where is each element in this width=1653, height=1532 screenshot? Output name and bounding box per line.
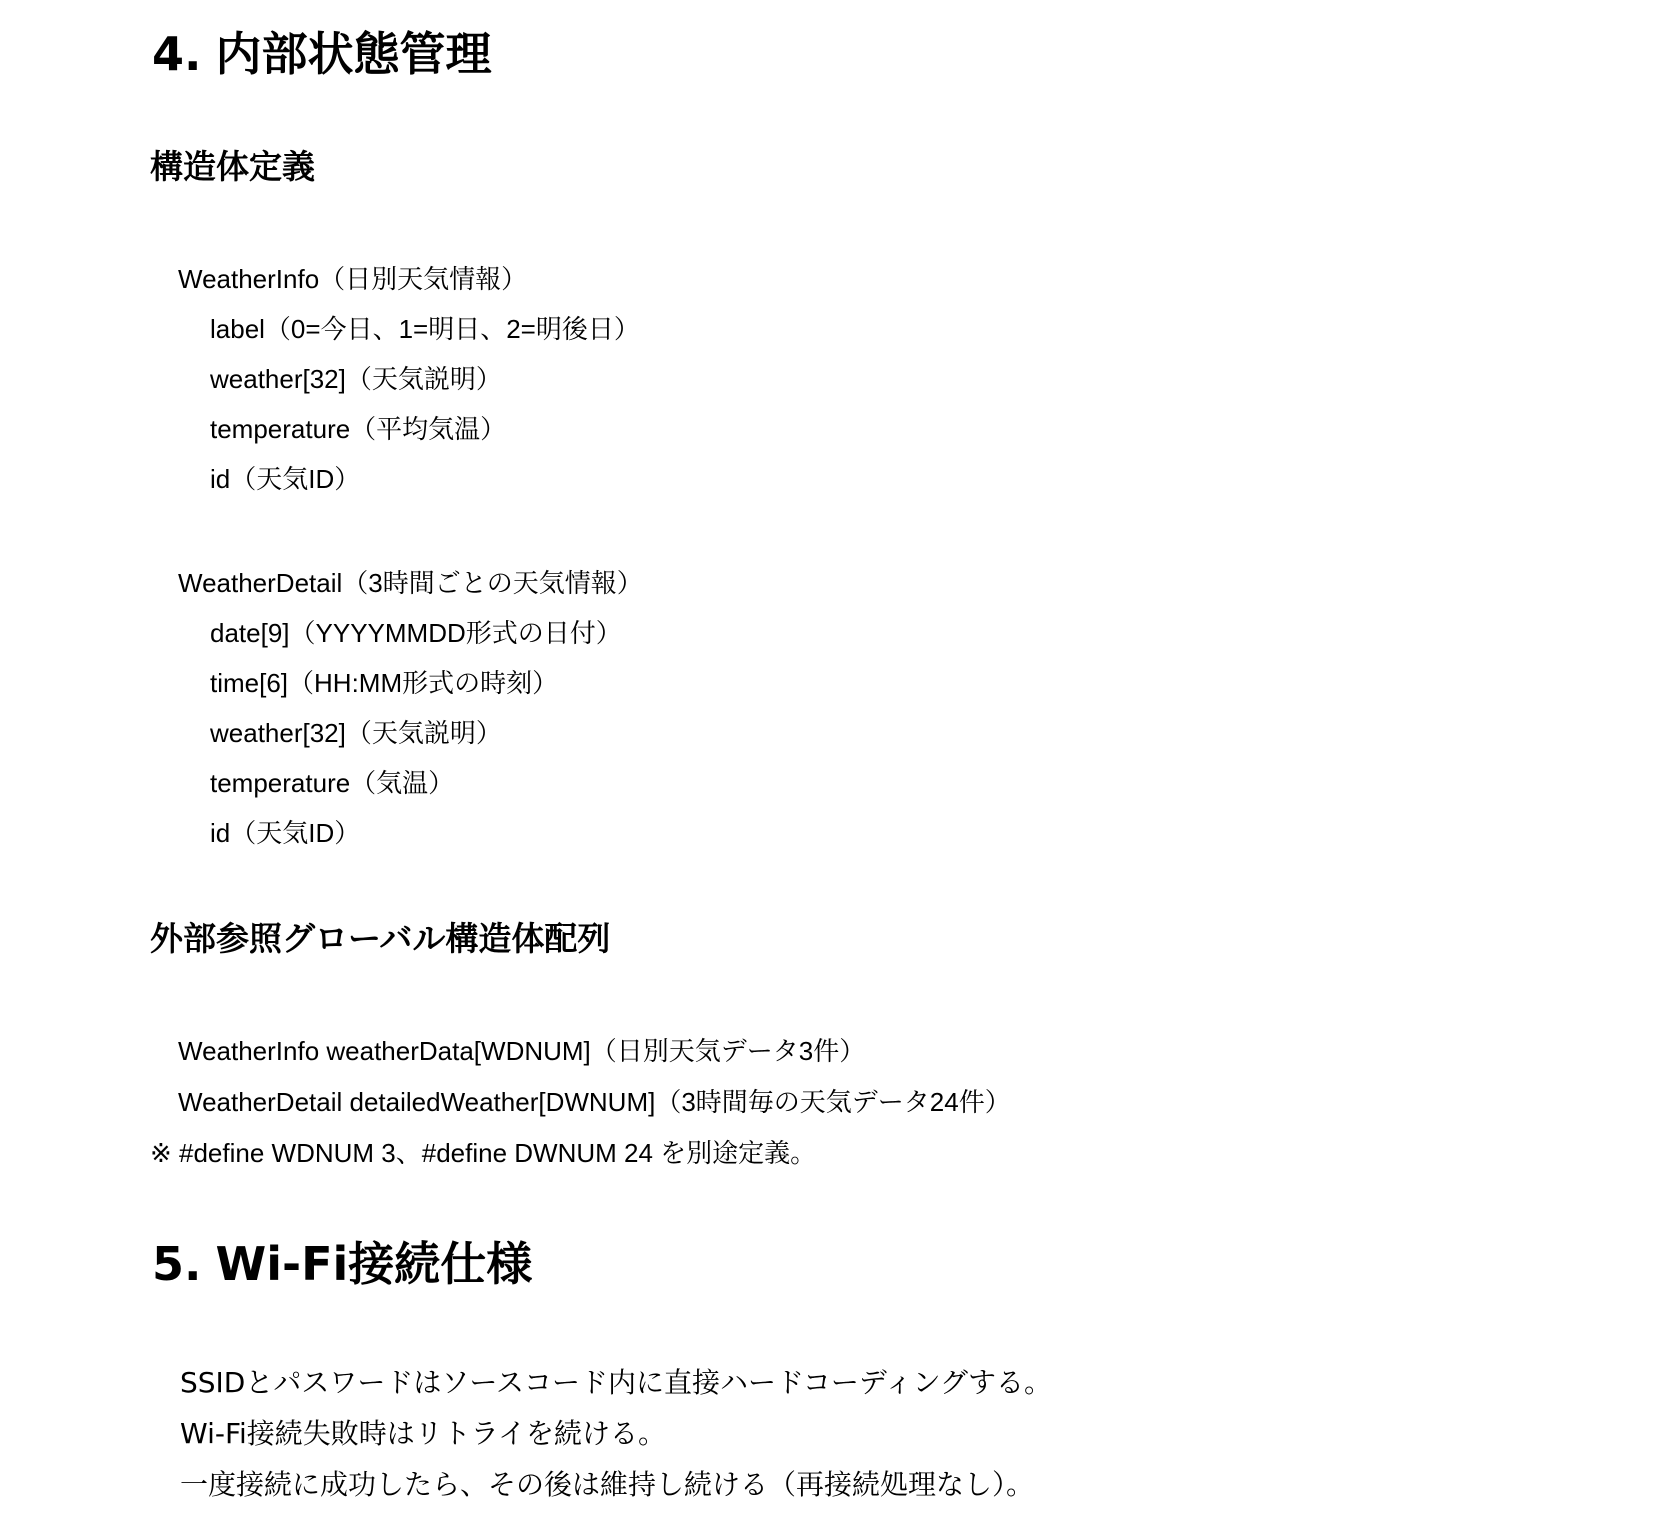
- struct-field: temperature（気温）: [210, 768, 455, 798]
- struct-field: time[6]（HH:MM形式の時刻）: [210, 668, 559, 698]
- global-arrays-heading: 外部参照グローバル構造体配列: [150, 919, 611, 958]
- struct-field: id（天気ID）: [210, 464, 361, 494]
- wifi-paragraph: SSIDとパスワードはソースコード内に直接ハードコーディングする。: [180, 1366, 1053, 1399]
- struct-field: date[9]（YYYYMMDD形式の日付）: [210, 618, 622, 648]
- section-5-heading: [152, 1236, 532, 1292]
- struct-field: weather[32]（天気説明）: [210, 364, 502, 394]
- struct-field: temperature（平均気温）: [210, 414, 507, 444]
- wifi-paragraph: Wi-Fi接続失敗時はリトライを続ける。: [180, 1417, 666, 1450]
- section-4-heading: [152, 26, 491, 82]
- define-note: ※ #define WDNUM 3、#define DWNUM 24 を別途定義。: [150, 1138, 817, 1168]
- struct-weatherinfo-name: WeatherInfo（日別天気情報）: [178, 264, 528, 294]
- section-5-number: 5.: [152, 1237, 202, 1291]
- struct-field: id（天気ID）: [210, 818, 361, 848]
- struct-field: weather[32]（天気説明）: [210, 718, 502, 748]
- wifi-paragraph: 一度接続に成功したら、その後は維持し続ける（再接続処理なし）。: [180, 1468, 1035, 1501]
- section-5-title: Wi-Fi接続仕様: [215, 1237, 533, 1291]
- section-4-title: 内部状態管理: [215, 27, 492, 81]
- struct-weatherdetail-name: WeatherDetail（3時間ごとの天気情報）: [178, 568, 643, 598]
- struct-field: label（0=今日、1=明日、2=明後日）: [210, 314, 640, 344]
- global-array-item: WeatherDetail detailedWeather[DWNUM]（3時間毎の天気データ24件）: [178, 1087, 1011, 1117]
- global-array-item: WeatherInfo weatherData[WDNUM]（日別天気データ3件）: [178, 1036, 866, 1066]
- section-4-number: 4.: [152, 27, 202, 81]
- struct-definition-heading: 構造体定義: [150, 147, 315, 186]
